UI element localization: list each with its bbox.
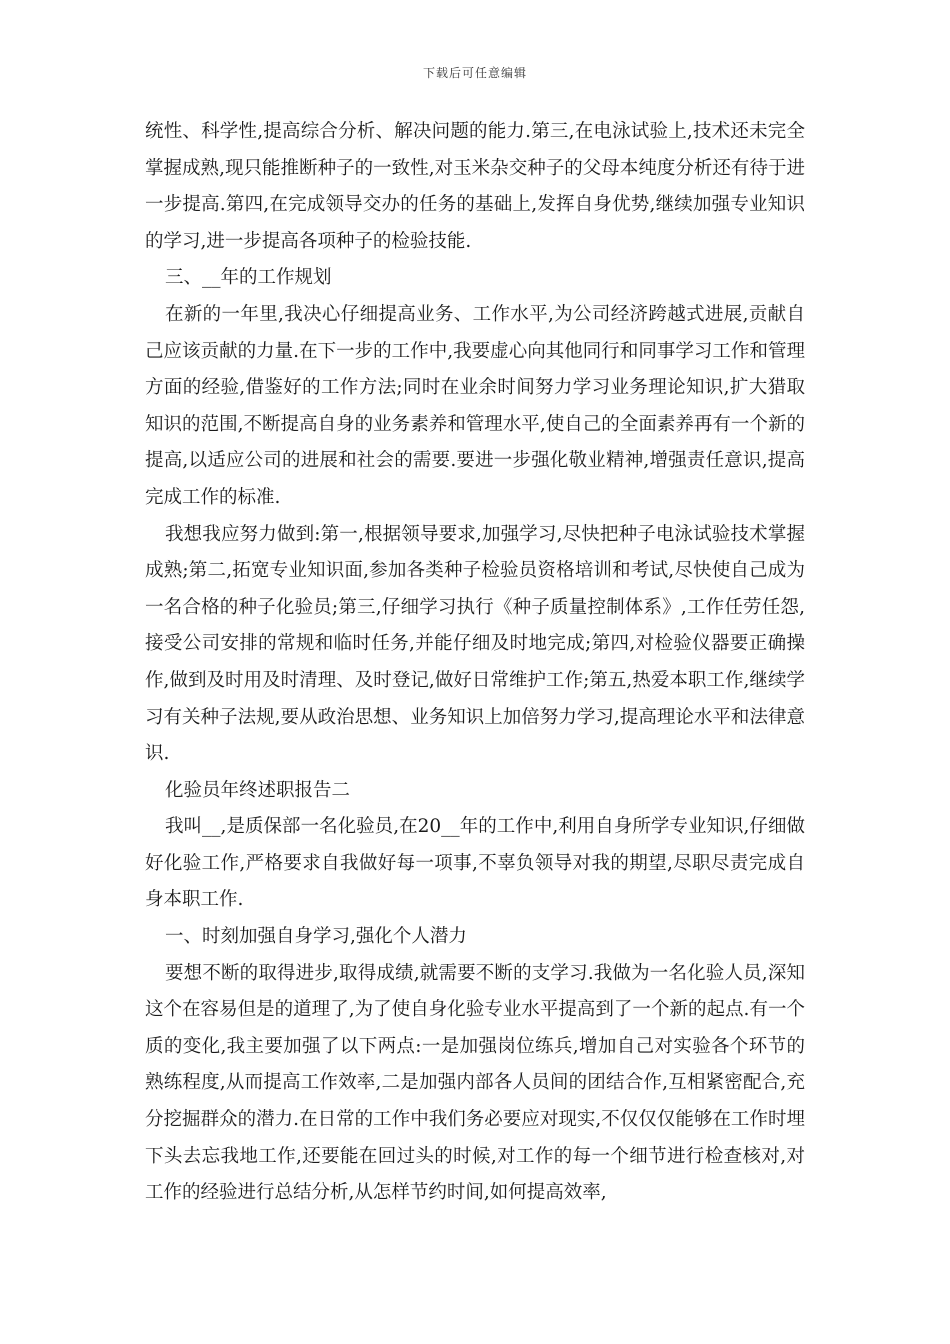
document-body <box>145 114 805 1212</box>
paragraph-new-year: 在新的一年里,我决心仔细提高业务、工作水平,为公司经济跨越式进展,贡献自己应该贡献的力量.在下一步的工作中,我要虚心向其他同行和同事学习工作和管理方面的经验,借鉴好的工作方法;同时在业余时间努力学习业务理论知识,扩大猎取知识的范围,不断提高自身的业务素养和管理水平,使自己的全面素养再有一个新的提高,以适应公司的进展和社会的需要.要进一步强化敬业精神,增强责任意识,提高完成工作的标准. <box>145 303 805 508</box>
section-heading-learning: 一、时刻加强自身学习,强化个人潜力 <box>165 926 467 948</box>
paragraph-goals: 我想我应努力做到:第一,根据领导要求,加强学习,尽快把种子电泳试验技术掌握成熟;第二,拓宽专业知识面,参加各类种子检验员资格培训和考试,尽快使自己成为一名合格的种子化验员;第三,仔细学习执行《种子质量控制体系》,工作任劳任怨,接受公司安排的常规和临时任务,并能仔细及时地完成;第四,对检验仪器要正确操作,做到及时用及时清理、及时登记,做好日常维护工作;第五,热爱本职工作,继续学习有关种子法规,要从政治思想、业务知识上加倍努力学习,提高理论水平和法律意识. <box>145 523 805 765</box>
report-title-two: 化验员年终述职报告二 <box>165 779 351 801</box>
paragraph-intro: 我叫__,是质保部一名化验员,在20__年的工作中,利用自身所学专业知识,仔细做好化验工作,严格要求自我做好每一项事,不辜负领导对我的期望,尽职尽责完成自身本职工作. <box>145 816 805 911</box>
section-heading-work-plan: 三、__年的工作规划 <box>165 267 332 289</box>
paragraph-learning: 要想不断的取得进步,取得成绩,就需要不断的支学习.我做为一名化验人员,深知这个在容易但是的道理了,为了使自身化验专业水平提高到了一个新的起点.有一个质的变化,我主要加强了以下两点:一是加强岗位练兵,增加自己对实验各个环节的熟练程度,从而提高工作效率,二是加强内部各人员间的团结合作,互相紧密配合,充分挖掘群众的潜力.在日常的工作中我们务必要应对现实,不仅仅仅能够在工作时埋下头去忘我地工作,还要能在回过头的时候,对工作的每一个细节进行检查核对,对工作的经验进行总结分析,从怎样节约时间,如何提高效率, <box>145 962 805 1204</box>
paragraph-continuation: 统性、科学性,提高综合分析、解决问题的能力.第三,在电泳试验上,技术还未完全掌握成熟,现只能推断种子的一致性,对玉米杂交种子的父母本纯度分析还有待于进一步提高.第四,在完成领导交办的任务的基础上,发挥自身优势,继续加强专业知识的学习,进一步提高各项种子的检验技能. <box>145 121 805 252</box>
page-header: 下载后可任意编辑 <box>422 66 527 80</box>
